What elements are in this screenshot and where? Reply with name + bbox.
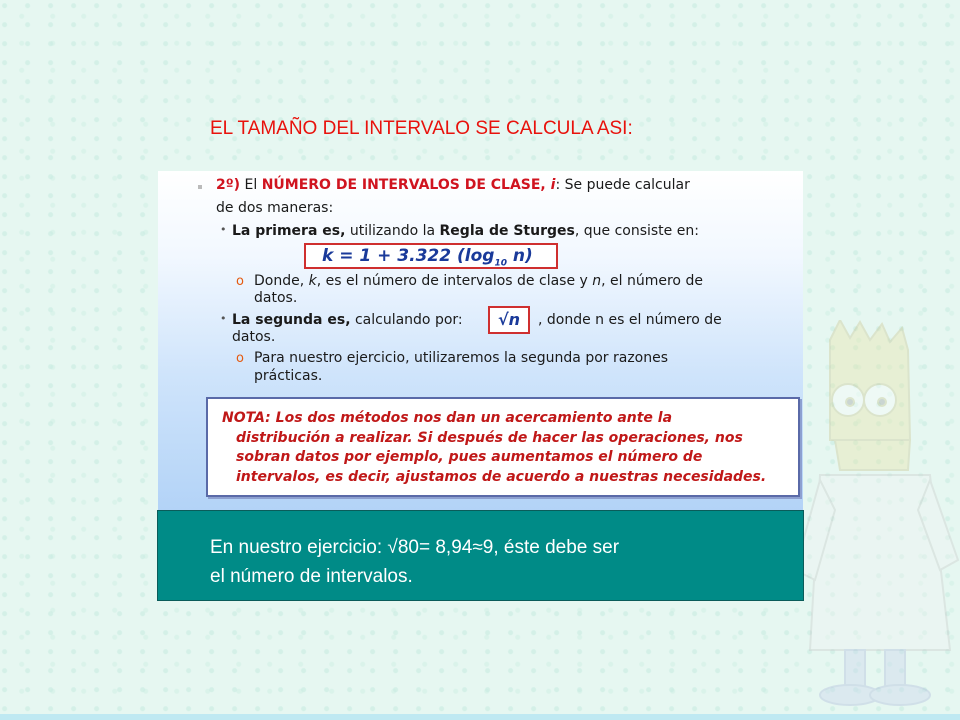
note-line: NOTA: Los dos métodos nos dan un acercamiento ante la <box>222 410 673 426</box>
sturges-formula: k = 1 + 3.322 ($\log_{10}$ n) <box>304 243 558 269</box>
bullet-circle-icon: o <box>236 274 244 289</box>
bullet-circle-icon: o <box>236 351 244 366</box>
result-line-1: En nuestro ejercicio: √80= 8,94≈9, éste debe ser <box>210 537 620 558</box>
where-explanation: Donde, k, es el número de intervalos de clase y n, el número de <box>254 273 703 289</box>
cartoon-character-icon <box>790 320 960 710</box>
bottom-bar <box>0 714 960 720</box>
practical-reasons: Para nuestro ejercicio, utilizaremos la segunda por razones <box>254 350 669 366</box>
bullet-square-icon <box>198 185 202 189</box>
note-line: intervalos, es decir, ajustamos de acuerdo a nuestras necesidades. <box>236 468 767 485</box>
intervals-panel <box>158 171 803 510</box>
second-method: La segunda es, calculando por: <box>232 312 463 328</box>
second-method-tail: , donde n es el número de <box>538 312 722 328</box>
note-box <box>206 397 800 497</box>
panel-line-1: 2º) El NÚMERO DE INTERVALOS DE CLASE, i: Se puede calcular <box>216 177 690 193</box>
slide-heading: EL TAMAÑO DEL INTERVALO SE CALCULA ASI: <box>210 118 633 139</box>
where-explanation-2: datos. <box>254 290 298 306</box>
note-line: distribución a realizar. Si después de hacer las operaciones, nos <box>236 429 743 446</box>
sqrt-formula: √n <box>488 306 530 334</box>
panel-line-2: de dos maneras: <box>216 200 334 216</box>
result-line-2: el número de intervalos. <box>210 566 413 587</box>
practical-reasons-2: prácticas. <box>254 368 323 384</box>
bullet-dot-icon: • <box>220 312 227 325</box>
first-method: La primera es, utilizando la Regla de Sturges, que consiste en: <box>232 223 699 239</box>
bullet-dot-icon: • <box>220 223 227 236</box>
note-line: sobran datos por ejemplo, pues aumentamos el número de <box>236 449 703 465</box>
result-box <box>157 510 804 601</box>
second-method-2: datos. <box>232 329 276 345</box>
